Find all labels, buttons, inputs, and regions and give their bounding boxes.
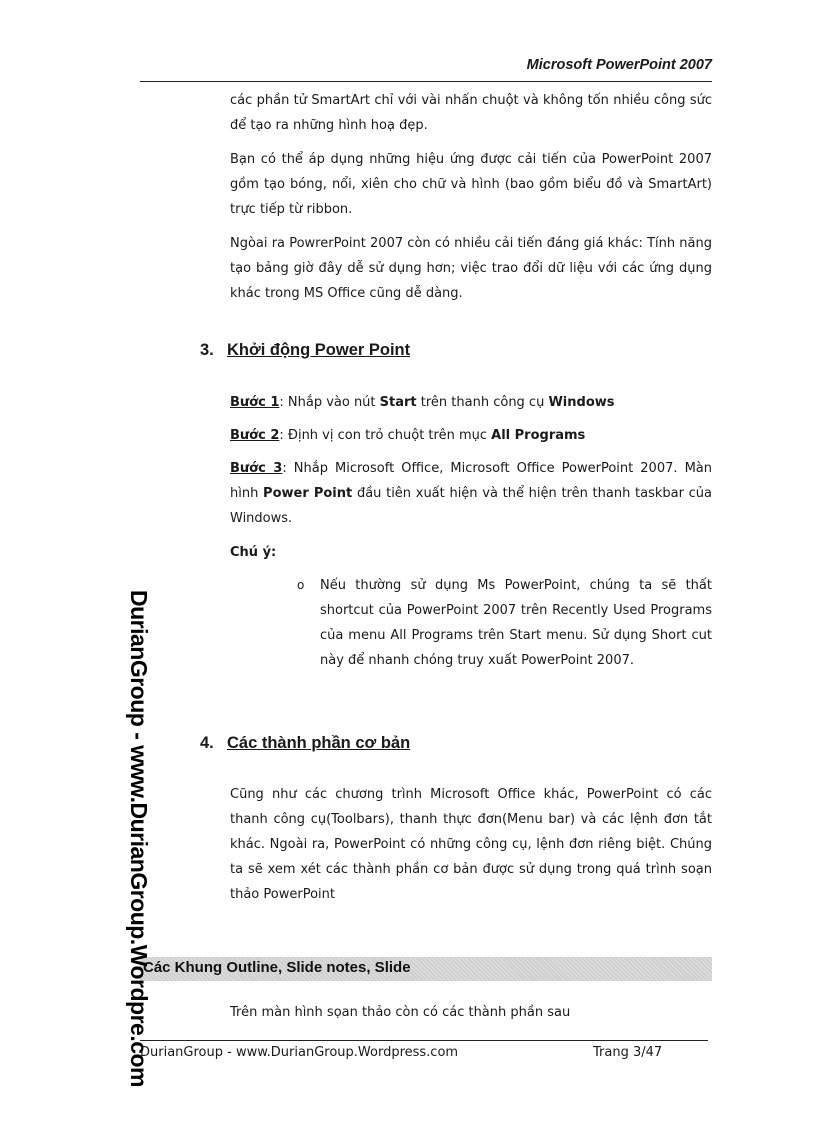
last-line: Trên màn hình sọan thảo còn có các thành phần sau (230, 1005, 571, 1020)
step-2-label: Bước 2 (230, 428, 280, 443)
intro-paragraph-1: các phần tử SmartArt chỉ với vài nhấn chuột và không tốn nhiều công sức để tạo ra những hình hoạ đẹp. (230, 93, 712, 133)
step-1-start: Start (379, 395, 417, 410)
page-number: Trang 3/47 (593, 1045, 663, 1060)
running-header: Microsoft PowerPoint 2007 (526, 57, 712, 73)
bullet-circle-icon: o (297, 578, 305, 592)
step-3-text-2: đầu tiên xuất hiện và thể hiện trên thanh taskbar của Windows. (230, 486, 713, 526)
step-3 (230, 456, 712, 531)
section-4-body: Cũng như các chương trình Microsoft Office khác, PowerPoint có các thanh công cụ(Toolbars), thanh thực đơn(Menu bar) và các lệnh đơn tắt khác. Ngoài ra, PowerPoint có những công cụ, lệnh đơn riêng biệt. Chúng ta sẽ xem xét các thành phần cơ bản được sử dụng trong quá trình soạn thảo PowerPoint (230, 787, 712, 902)
section-3-title: Khởi động Power Point (227, 341, 411, 359)
step-2-all-programs: All Programs (491, 428, 586, 443)
step-1-text-2: trên thanh công cụ (416, 395, 549, 410)
header-rule (140, 81, 712, 82)
step-1 (230, 390, 712, 415)
step-2-text: : Định vị con trỏ chuột trên mục (279, 428, 492, 443)
step-3-power-point: Power Point (263, 486, 353, 501)
step-1-text: : Nhắp vào nút (279, 395, 380, 410)
step-3-label: Bước 3 (230, 461, 283, 476)
subsection-band (140, 957, 712, 981)
section-4-title: Các thành phần cơ bản (227, 734, 411, 752)
intro-paragraph-3: Ngòai ra PowrerPoint 2007 còn có nhiều cải tiến đáng giá khác: Tính năng tạo bảng giờ đây dễ sử dụng hơn; việc trao đổi dữ liệu với các ứng dụng khác trong MS Office cũng dễ dàng. (230, 236, 712, 301)
step-3-text: : Nhắp Microsoft Office, Microsoft Office PowerPoint 2007. Màn hình (230, 461, 712, 501)
subsection-title: Các Khung Outline, Slide notes, Slide (143, 959, 411, 976)
footer-left: DurianGroup - www.DurianGroup.Wordpress.com (140, 1045, 459, 1060)
step-1-label: Bước 1 (230, 395, 280, 410)
vertical-watermark: DurianGroup - www.DurianGroup.Wordpre.com (126, 590, 152, 1088)
section-3-heading (200, 341, 410, 360)
step-2 (230, 423, 712, 448)
step-1-windows: Windows (548, 395, 615, 410)
intro-paragraph-2: Bạn có thể áp dụng những hiệu ứng được cải tiến của PowerPoint 2007 gồm tạo bóng, nổi, xiên cho chữ và hình (bao gồm biểu đồ và SmartArt) trực tiếp từ ribbon. (230, 152, 712, 217)
section-3-number: 3. (200, 341, 214, 359)
section-4-heading (200, 734, 410, 753)
note-label: Chú ý: (230, 545, 277, 560)
section-4-number: 4. (200, 734, 214, 752)
footer-rule (140, 1040, 708, 1041)
note-text: Nếu thường sử dụng Ms PowerPoint, chúng ta sẽ thất shortcut của PowerPoint 2007 trên Recently Used Programs của menu All Programs trên Start menu. Sử dụng Short cut này để nhanh chóng truy xuất PowerPoint 2007. (320, 578, 712, 668)
